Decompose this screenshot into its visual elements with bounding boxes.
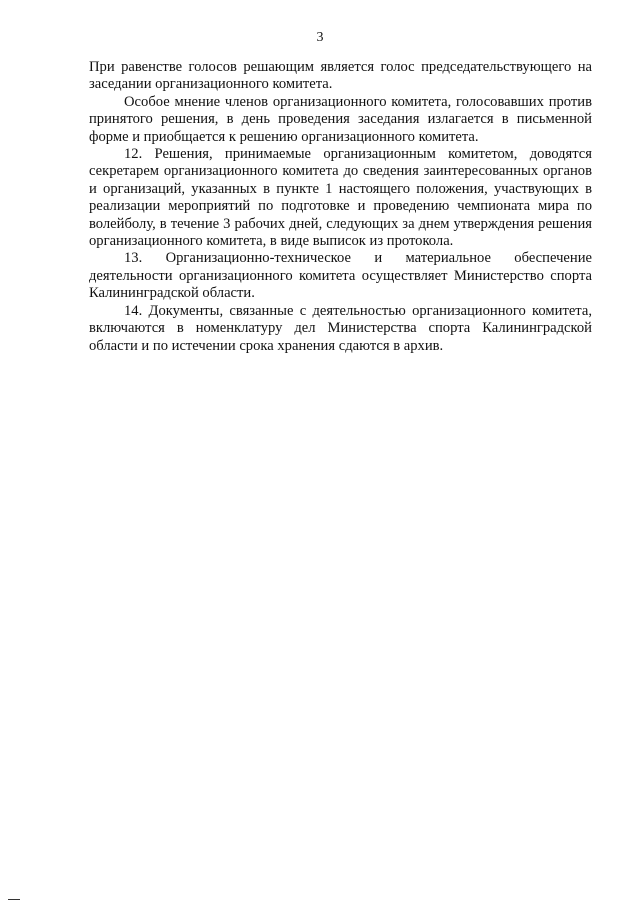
page-number: 3: [316, 30, 324, 45]
paragraph-dissenting-opinion: Особое мнение членов организационного комитета, голосовавших против принятого решения, в день проведения заседания излагается в письменной форме и приобщается к решению организационного комитета.: [89, 93, 592, 145]
paragraph-item-13: 13. Организационно-техническое и материальное обеспечение деятельности организационного комитета осуществляет Министерство спорта Калининградской области.: [89, 250, 592, 302]
paragraph-item-14: 14. Документы, связанные с деятельностью организационного комитета, включаются в номенклатуру дел Министерства спорта Калининградской области и по истечении срока хранения сдаются в архив.: [89, 302, 592, 354]
document-body: [89, 59, 592, 355]
paragraph-tie-vote: При равенстве голосов решающим является голос председательствующего на заседании организационного комитета.: [89, 59, 592, 93]
corner-mark: [8, 899, 20, 900]
paragraph-item-12: 12. Решения, принимаемые организационным комитетом, доводятся секретарем организационного комитета до сведения заинтересованных органов и организаций, указанных в пункте 1 настоящего положения, участвующих в реализации мероприятий по подготовке и проведению чемпионата мира по волейболу, в течение 3 рабочих дней, следующих за днем утверждения решения организационного комитета, в виде выписок из протокола.: [89, 146, 592, 250]
